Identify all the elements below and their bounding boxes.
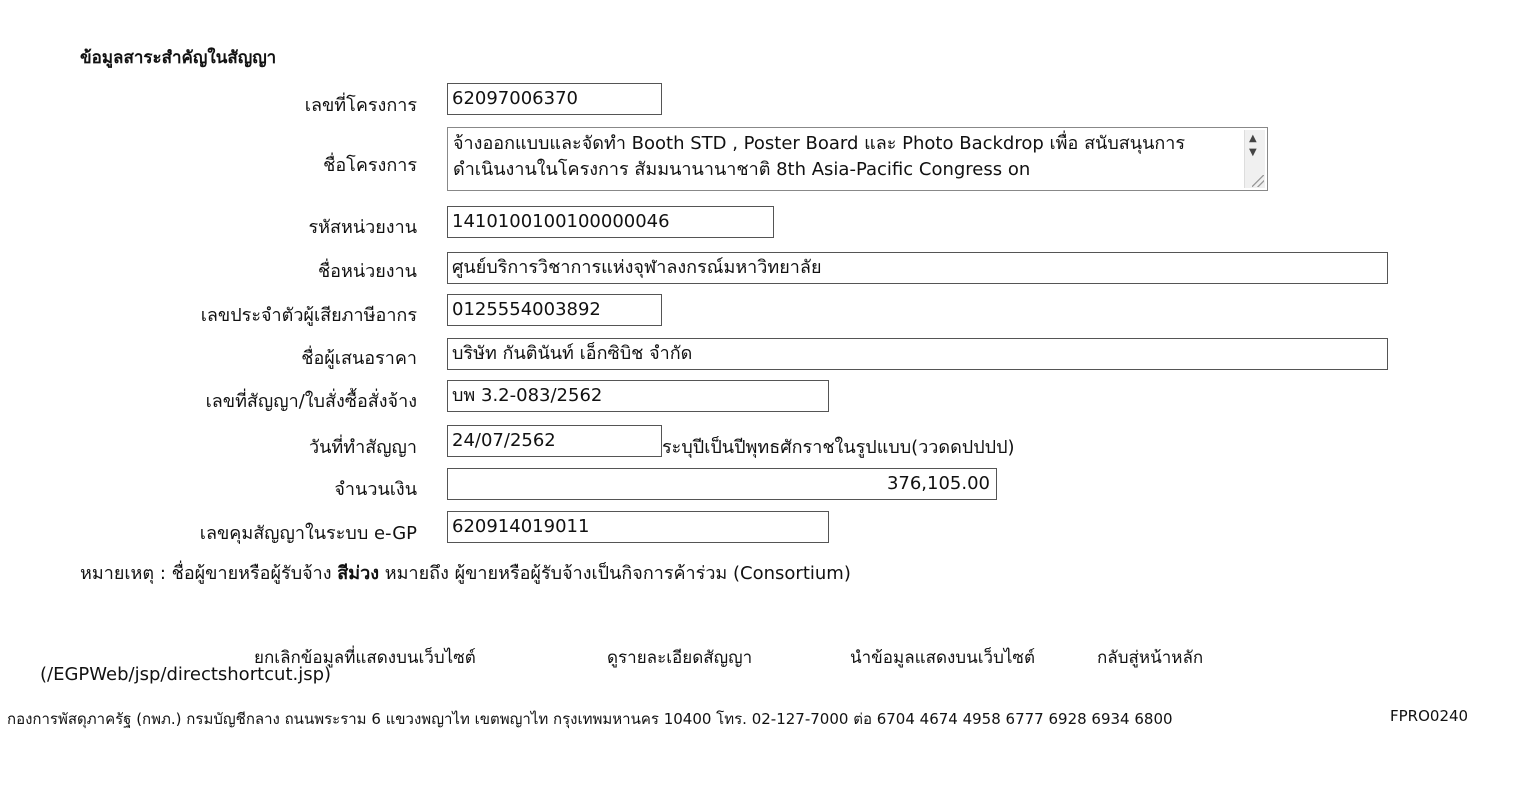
bidder-name-label: ชื่อผู้เสนอราคา (301, 348, 417, 369)
egp-no-label: เลขคุมสัญญาในระบบ e-GP (199, 523, 417, 544)
tax-id-field[interactable]: 0125554003892 (447, 294, 662, 326)
tax-id-label: เลขประจำตัวผู้เสียภาษีอากร (200, 305, 417, 326)
bidder-name-field[interactable]: บริษัท กันตินันท์ เอ็กซิบิช จำกัด (447, 338, 1388, 370)
view-contract-details-link[interactable]: ดูรายละเอียดสัญญา (607, 648, 753, 668)
scroll-up-icon[interactable]: ▲ (1249, 133, 1257, 144)
unit-code-field[interactable]: 1410100100100000046 (447, 206, 774, 238)
project-name-text: จ้างออกแบบและจัดทำ Booth STD , Poster Board และ Photo Backdrop เพื่อ สนับสนุนการดำเนินงานในโครงการ สัมมนานานาชาติ 8th Asia-Pacific Congress on (453, 133, 1186, 180)
page-code: FPRO0240 (1390, 707, 1469, 725)
footer-address: กองการพัสดุภาครัฐ (กพภ.) กรมบัญชีกลาง ถนนพระราม 6 แขวงพญาไท เขตพญาไท กรุงเทพมหานคร 10400 โทร. 02-127-7000 ต่อ 6704 4674 4958 6777 6928 6934 6800 (7, 710, 1173, 728)
contract-date-field[interactable]: 24/07/2562 (447, 425, 662, 457)
amount-field[interactable]: 376,105.00 (447, 468, 997, 500)
publish-website-link[interactable]: นำข้อมูลแสดงบนเว็บไซต์ (850, 648, 1035, 668)
url-path: (/EGPWeb/jsp/directshortcut.jsp) (40, 664, 332, 685)
project-no-label: เลขที่โครงการ (304, 95, 417, 116)
unit-code-label: รหัสหน่วยงาน (308, 217, 417, 238)
cancel-display-link[interactable]: ยกเลิกข้อมูลที่แสดงบนเว็บไซต์ (254, 648, 476, 668)
consortium-note (80, 558, 851, 587)
textarea-scrollbar[interactable] (1244, 130, 1265, 188)
contract-no-label: เลขที่สัญญา/ใบสั่งซื้อสั่งจ้าง (205, 391, 417, 412)
resize-grip-icon[interactable] (1252, 175, 1264, 187)
unit-name-field[interactable]: ศูนย์บริการวิชาการแห่งจุฬาลงกรณ์มหาวิทยาลัย (447, 252, 1388, 284)
note-prefix: หมายเหตุ : ชื่อผู้ขายหรือผู้รับจ้าง (80, 563, 332, 584)
section-title: ข้อมูลสาระสำคัญในสัญญา (80, 48, 277, 68)
date-format-hint: ระบุปีเป็นปีพุทธศักราชในรูปแบบ(ววดดปปปป) (662, 437, 1015, 458)
note-suffix: หมายถึง ผู้ขายหรือผู้รับจ้างเป็นกิจการค้าร่วม (Consortium) (384, 563, 851, 584)
note-bold: สีม่วง (337, 563, 380, 584)
egp-no-field[interactable]: 620914019011 (447, 511, 829, 543)
project-name-label: ชื่อโครงการ (323, 155, 417, 176)
amount-label: จำนวนเงิน (334, 479, 417, 500)
contract-date-label: วันที่ทำสัญญา (308, 437, 417, 458)
project-name-textarea[interactable] (447, 127, 1268, 191)
project-no-field[interactable]: 62097006370 (447, 83, 662, 115)
contract-no-field[interactable]: บพ 3.2-083/2562 (447, 380, 829, 412)
back-home-link[interactable]: กลับสู่หน้าหลัก (1097, 648, 1204, 668)
scroll-down-icon[interactable]: ▼ (1249, 147, 1257, 158)
unit-name-label: ชื่อหน่วยงาน (317, 261, 417, 282)
